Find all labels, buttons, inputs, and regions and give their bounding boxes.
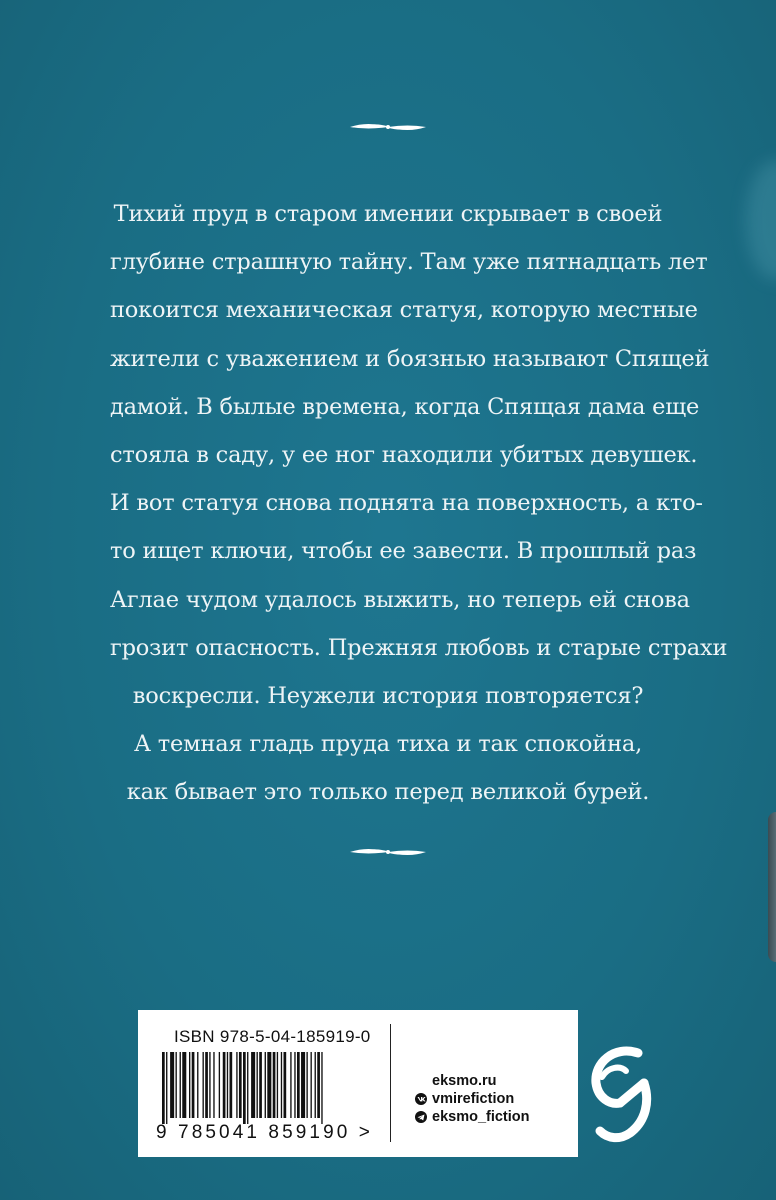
barcode-bar — [236, 1052, 237, 1118]
barcode-bar — [257, 1052, 258, 1118]
barcode-bar — [239, 1052, 242, 1118]
barcode-panel — [138, 1010, 578, 1157]
blurb-line: стояла в саду, у ее ног находили убитых девушек. — [110, 442, 698, 469]
blurb-line: И вот статуя снова поднята на поверхность, а кто- — [110, 490, 703, 517]
barcode-bar — [306, 1052, 307, 1118]
barcode-bar — [189, 1052, 190, 1118]
barcode-bar — [219, 1052, 220, 1118]
barcode-bar — [203, 1052, 204, 1118]
blurb-line: то ищет ключи, чтобы ее завести. В прошлый раз — [110, 538, 697, 565]
barcode-bar — [294, 1052, 295, 1118]
barcode-bar — [284, 1052, 287, 1118]
ornament-bottom-icon — [348, 845, 428, 859]
barcode-bar — [176, 1052, 177, 1118]
book-blurb — [110, 190, 728, 817]
barcode-bars — [160, 1052, 384, 1124]
barcode-bar — [166, 1052, 167, 1124]
edge-statue-fragment — [768, 812, 776, 962]
barcode-bar — [321, 1052, 322, 1124]
telegram-icon — [415, 1111, 427, 1123]
blurb-line: дамой. В былые времена, когда Спящая дама еще — [110, 393, 700, 420]
vk-link-row[interactable] — [415, 1090, 530, 1108]
barcode-bar — [209, 1052, 210, 1118]
barcode-bar — [317, 1052, 320, 1118]
barcode-bar — [247, 1052, 248, 1124]
blurb-line: жители с уважением и боязнью называют Спящей — [110, 345, 710, 372]
barcode-bar — [162, 1052, 165, 1124]
edge-light-glow — [746, 160, 776, 280]
barcode-bar — [192, 1052, 195, 1118]
isbn-label: ISBN 978-5-04-185919-0 — [174, 1027, 371, 1046]
barcode-bar — [205, 1052, 208, 1118]
ornament-top-icon — [348, 120, 428, 134]
blurb-line: Тихий пруд в старом имении скрывает в своей — [113, 201, 663, 227]
vk-icon — [415, 1093, 427, 1105]
blurb-line: А темная гладь пруда тиха и так спокойна, — [133, 731, 643, 758]
panel-divider — [390, 1024, 391, 1142]
barcode-bar — [180, 1052, 181, 1118]
blurb-line: Аглае чудом удалось выжить, но теперь ей снова — [110, 586, 690, 613]
telegram-link-row[interactable] — [415, 1108, 530, 1126]
barcode-bar — [223, 1052, 226, 1118]
barcode-bar — [281, 1052, 282, 1118]
blurb-line: как бывает это только перед великой бурей. — [126, 779, 650, 806]
site-link-row[interactable] — [415, 1072, 530, 1090]
barcode-bar — [170, 1052, 174, 1118]
barcode-bar — [251, 1052, 255, 1118]
barcode-bar — [315, 1052, 316, 1118]
blurb-line: покоится механическая статуя, которую местные — [110, 297, 698, 324]
social-links — [415, 1072, 530, 1126]
barcode-bar — [273, 1052, 276, 1118]
barcode-bar — [197, 1052, 198, 1118]
eksmo-logo-icon — [586, 1043, 652, 1147]
barcode-bar — [265, 1052, 266, 1118]
barcode-bar — [259, 1052, 262, 1118]
barcode-bar — [227, 1052, 228, 1118]
blurb-line: воскресли. Неужели история повторяется? — [132, 683, 644, 710]
barcode-bar — [290, 1052, 291, 1118]
barcode-bar — [297, 1052, 300, 1118]
telegram-link[interactable]: eksmo_fiction — [432, 1109, 530, 1125]
barcode-bar — [267, 1052, 271, 1118]
barcode-bar — [230, 1052, 233, 1118]
barcode-bar — [213, 1052, 214, 1118]
barcode-bar — [311, 1052, 312, 1118]
barcode-bar — [277, 1052, 278, 1118]
barcode-digits: 9 785041 859190 > — [156, 1122, 374, 1143]
barcode-bar — [182, 1052, 186, 1118]
barcode-bar — [243, 1052, 246, 1124]
blurb-line: глубине страшную тайну. Там уже пятнадцать лет — [110, 249, 708, 276]
vk-link[interactable]: vmirefiction — [432, 1091, 515, 1107]
site-link[interactable]: eksmo.ru — [432, 1073, 497, 1089]
barcode-bar — [301, 1052, 305, 1118]
blurb-line: грозит опасность. Прежняя любовь и старые страхи — [110, 634, 728, 661]
